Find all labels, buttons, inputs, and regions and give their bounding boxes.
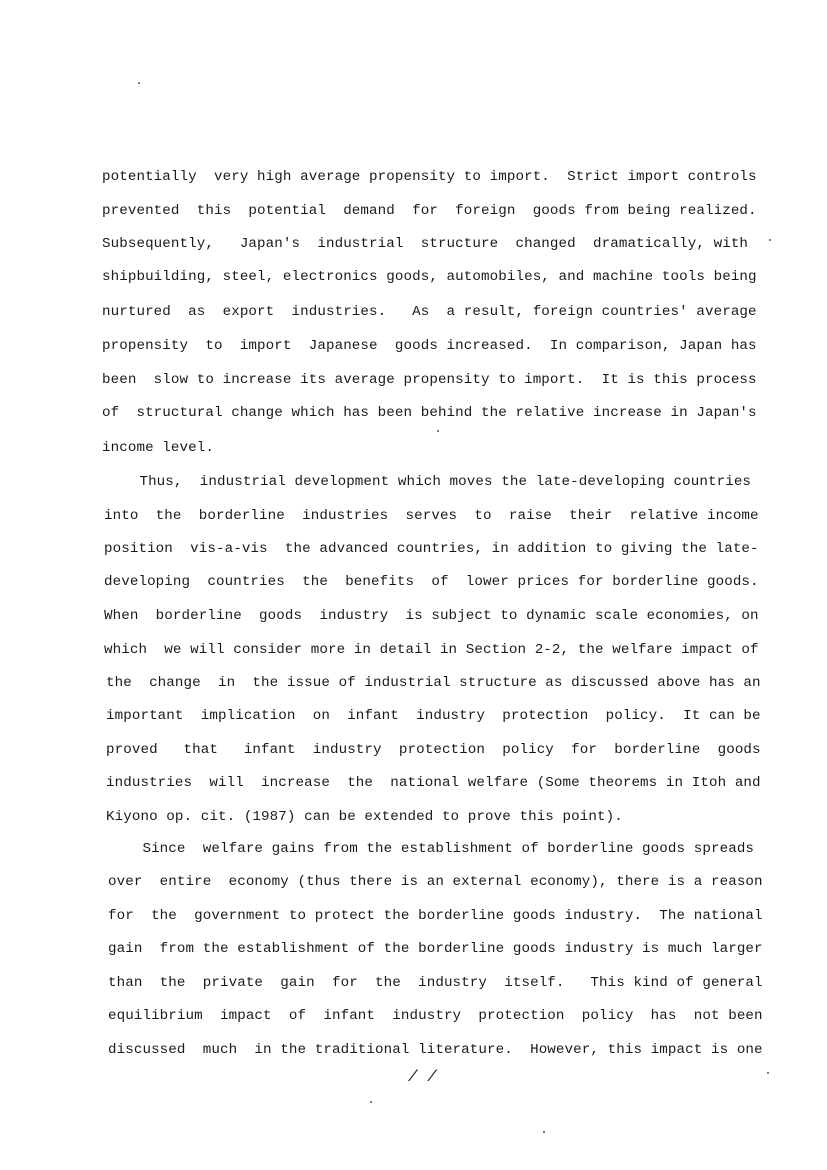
text-line: equilibrium impact of infant industry protection policy has not been (108, 1008, 763, 1024)
text-line: important implication on infant industry protection policy. It can be (106, 708, 761, 724)
text-line: proved that infant industry protection policy for borderline goods (106, 742, 761, 758)
text-line: Thus, industrial development which moves the late-developing countries (105, 474, 752, 490)
text-line: income level. (102, 440, 214, 456)
text-line: industries will increase the national welfare (Some theorems in Itoh and (106, 775, 761, 791)
scan-speck (769, 239, 771, 241)
text-line: position vis-a-vis the advanced countries, in addition to giving the late- (104, 541, 759, 557)
text-line: developing countries the benefits of lower prices for borderline goods. (104, 574, 759, 590)
scan-speck (370, 1101, 372, 1103)
text-line: prevented this potential demand for foreign goods from being realized. (102, 203, 757, 219)
text-line: into the borderline industries serves to raise their relative income (104, 508, 759, 524)
text-line: nurtured as export industries. As a result, foreign countries' average (102, 304, 757, 320)
text-line: discussed much in the traditional literature. However, this impact is one (108, 1042, 763, 1058)
text-line: Since welfare gains from the establishment of borderline goods spreads (108, 841, 755, 857)
text-line: gain from the establishment of the borderline goods industry is much larger (108, 941, 763, 957)
text-line: than the private gain for the industry itself. This kind of general (108, 975, 763, 991)
text-line: of structural change which has been behind the relative increase in Japan's (102, 405, 757, 421)
text-line: shipbuilding, steel, electronics goods, automobiles, and machine tools being (102, 269, 757, 285)
text-line: propensity to import Japanese goods increased. In comparison, Japan has (102, 338, 757, 354)
text-line: over entire economy (thus there is an external economy), there is a reason (108, 874, 763, 890)
text-line: When borderline goods industry is subject to dynamic scale economies, on (104, 608, 759, 624)
text-line: potentially very high average propensity to import. Strict import controls (102, 169, 757, 185)
scan-speck (543, 1131, 545, 1133)
scan-speck (437, 430, 439, 432)
text-line: which we will consider more in detail in Section 2-2, the welfare impact of (104, 642, 759, 658)
text-line: Subsequently, Japan's industrial structure changed dramatically, with (102, 236, 749, 252)
scan-speck (138, 82, 140, 84)
page-number: / / (408, 1068, 437, 1086)
text-line: been slow to increase its average propensity to import. It is this process (102, 372, 757, 388)
text-line: Kiyono op. cit. (1987) can be extended to prove this point). (106, 809, 623, 825)
text-line: the change in the issue of industrial structure as discussed above has an (106, 675, 761, 691)
text-line: for the government to protect the borderline goods industry. The national (108, 908, 763, 924)
scan-speck (767, 1072, 769, 1074)
